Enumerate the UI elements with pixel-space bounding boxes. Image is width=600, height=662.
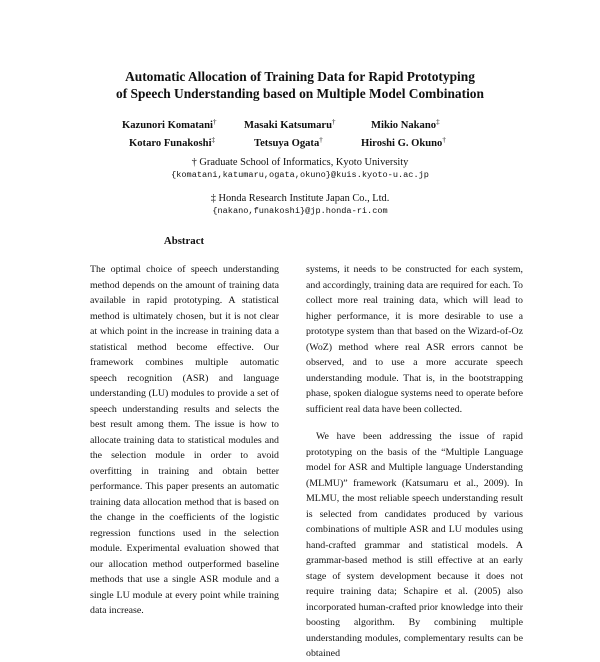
author-mark: †	[319, 136, 323, 144]
title-line-2: of Speech Understanding based on Multiple Model Combination	[116, 86, 484, 101]
author-mark: †	[212, 118, 217, 126]
author-ogata	[254, 137, 323, 151]
author-name: Hiroshi G. Okuno	[361, 138, 443, 149]
paper-title	[40, 68, 560, 102]
introduction-column	[306, 262, 523, 662]
affiliation-honda	[40, 192, 560, 218]
author-mark: ‡	[436, 118, 440, 126]
abstract-heading: Abstract	[163, 235, 205, 247]
author-nakano	[371, 119, 440, 133]
author-name: Kazunori Komatani	[122, 120, 213, 131]
author-name: Mikio Nakano	[371, 120, 437, 131]
author-okuno	[361, 137, 446, 151]
author-katsumaru	[244, 119, 336, 133]
author-funakoshi	[129, 137, 215, 151]
intro-paragraph-1: systems, it needs to be constructed for each system, and accordingly, training data are required for each. To collect more real training data, which will lead to higher performance, it is more desirable to use a prototype system than that based on the Wizard-of-Oz (WoZ) method where real ASR errors cannot be observed, and to use a more accurate speech understanding module. That is, in the bootstrapping phase, spoken dialogue systems need to operate before sufficient real data have been collected.	[306, 264, 523, 415]
affiliation-email: {nakano,funakoshi}@jp.honda-ri.com	[212, 206, 388, 216]
affiliation-line: † Graduate School of Informatics, Kyoto University	[191, 157, 409, 168]
author-mark: ‡	[211, 136, 216, 144]
intro-paragraph-2: We have been addressing the issue of rapid prototyping on the basis of the “Multiple Language model for ASR and Multiple language Understanding (MLMU)” framework (Katsumaru et al., 2009). In MLMU, the most reliable speech understanding result is selected from candidates produced by various combinations of multiple ASR and LU modules using hand-crafted grammar and statistical models. A grammar-based method is still effective at an early stage of system development because it does not require training data; Schapire et al. (2005) also incorporated human-crafted prior knowledge into their boosting algorithm. By combining multiple understanding modules, complementary results can be obtained	[306, 431, 523, 659]
author-name: Tetsuya Ogata	[254, 138, 320, 149]
author-name: Masaki Katsumaru	[244, 120, 332, 131]
abstract-paragraph: The optimal choice of speech understanding method depends on the amount of training data available in rapid prototyping. A statistical method is ultimately chosen, but it is not clear at which point in the increase in training data a statistical method become effective. Our framework combines multiple automatic speech recognition (ASR) and language understanding (LU) modules to provide a set of speech understanding results and selects the best result among them. The issue is how to allocate training data to statistical modules and the selection module in order to avoid overfitting in training and obtain better performance. This paper presents an automatic training data allocation method that is based on the change in the coefficients of the logistic regression functions used in the selection module. Experimental evaluation showed that our allocation method outperformed baseline methods that use a single ASR module and a single LU module at every point while training data increase.	[90, 264, 279, 616]
affiliation-line: ‡ Honda Research Institute Japan Co., Ltd.	[210, 193, 390, 204]
author-mark: †	[442, 136, 446, 144]
abstract-body	[90, 262, 279, 619]
author-mark: †	[332, 118, 336, 126]
author-komatani	[122, 119, 216, 133]
author-name: Kotaro Funakoshi	[129, 138, 212, 149]
affiliation-kyoto	[40, 156, 560, 182]
affiliation-email: {komatani,katumaru,ogata,okuno}@kuis.kyoto-u.ac.jp	[171, 170, 429, 180]
title-line-1: Automatic Allocation of Training Data for Rapid Prototyping	[125, 69, 475, 84]
